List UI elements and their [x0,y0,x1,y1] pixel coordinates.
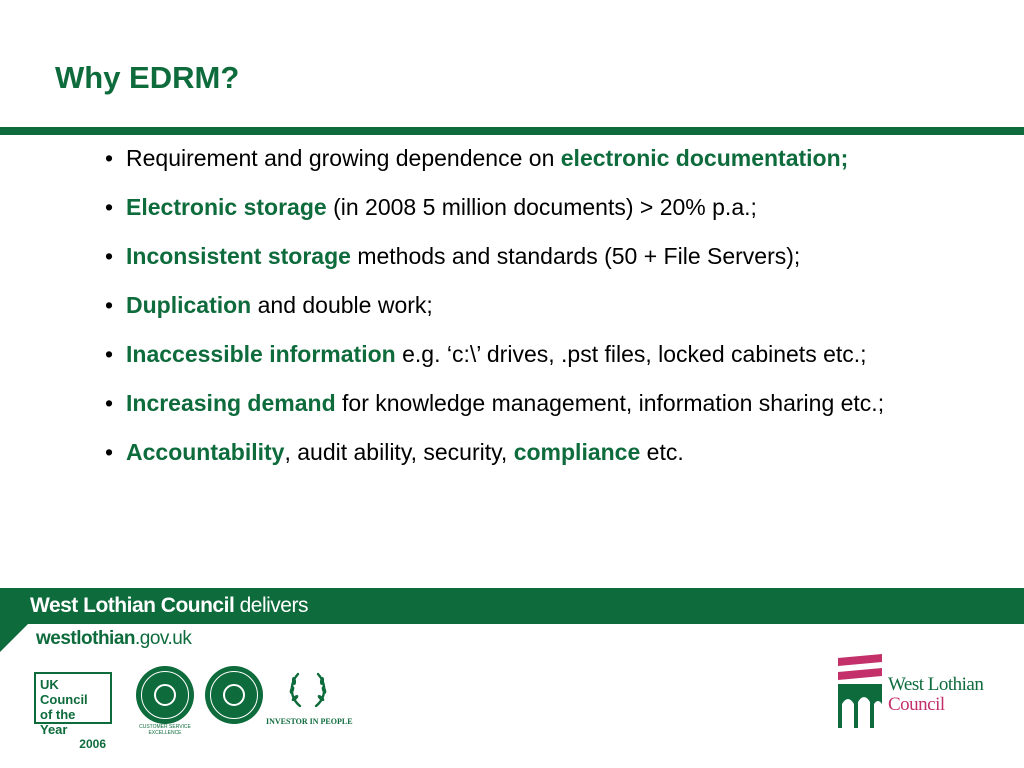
bullet-item [105,436,965,468]
bullet-emphasis: Increasing demand [126,390,336,416]
logo-name-line2: Council [888,694,945,715]
bullet-text: e.g. ‘c:\’ drives, .pst files, locked cabinets etc.; [395,341,867,367]
bullet-item [105,240,965,272]
bullet-emphasis: electronic documentation; [560,145,849,171]
investor-in-people-caption: INVESTOR IN PEOPLE [266,717,353,726]
bullet-item [105,338,965,370]
bullet-dot: • [105,243,114,269]
bullet-list [105,142,965,485]
bullet-dot: • [105,292,114,318]
health-award-seal-icon [205,666,263,724]
bullet-text: (in 2008 5 million documents) > 20% p.a.; [326,194,757,220]
bullet-emphasis: compliance [513,439,641,465]
footer-tagline-bold: West Lothian Council [30,594,235,617]
footer-tagline-rest: delivers [234,594,308,617]
website-rest: .gov.uk [135,628,192,649]
title-divider [0,127,1024,135]
council-crest-icon [838,654,882,728]
bullet-item [105,289,965,321]
bullet-text: for knowledge management, information sharing etc.; [335,390,885,416]
bullet-dot: • [105,390,114,416]
west-lothian-council-logo [838,654,1004,728]
bullet-emphasis: Accountability [126,439,285,465]
bullet-text: etc. [640,439,684,465]
award-year: 2006 [79,737,106,751]
bullet-text: , audit ability, security, [284,439,514,465]
website-bold: westlothian [36,628,136,649]
bullet-item [105,142,965,174]
bullet-emphasis: Inconsistent storage [126,243,351,269]
footer-wedge [0,624,28,652]
charter-mark-caption: CUSTOMER SERVICE EXCELLENCE [139,724,191,736]
laurel-wreath-icon [286,668,330,712]
bullet-item [105,387,965,419]
bullet-dot: • [105,145,114,171]
footer-band [0,588,1024,624]
bullet-emphasis: Duplication [126,292,252,318]
bullet-dot: • [105,439,114,465]
award-line1: UK Council [40,677,88,707]
bullet-text: Requirement and growing dependence on [126,145,561,171]
bullet-text: methods and standards (50 + File Servers); [350,243,801,269]
logo-name-line1: West Lothian [888,674,984,695]
bullet-text: and double work; [251,292,433,318]
bullet-dot: • [105,194,114,220]
bullet-emphasis: Electronic storage [126,194,327,220]
award-line2: of the Year [40,707,76,737]
bullet-emphasis: Inaccessible information [126,341,396,367]
website-text [36,628,191,650]
council-of-year-award [34,672,112,751]
bullet-item [105,191,965,223]
footer-tagline [30,594,308,618]
bullet-dot: • [105,341,114,367]
slide-title: Why EDRM? [55,60,240,95]
charter-mark-seal-icon [136,666,194,724]
